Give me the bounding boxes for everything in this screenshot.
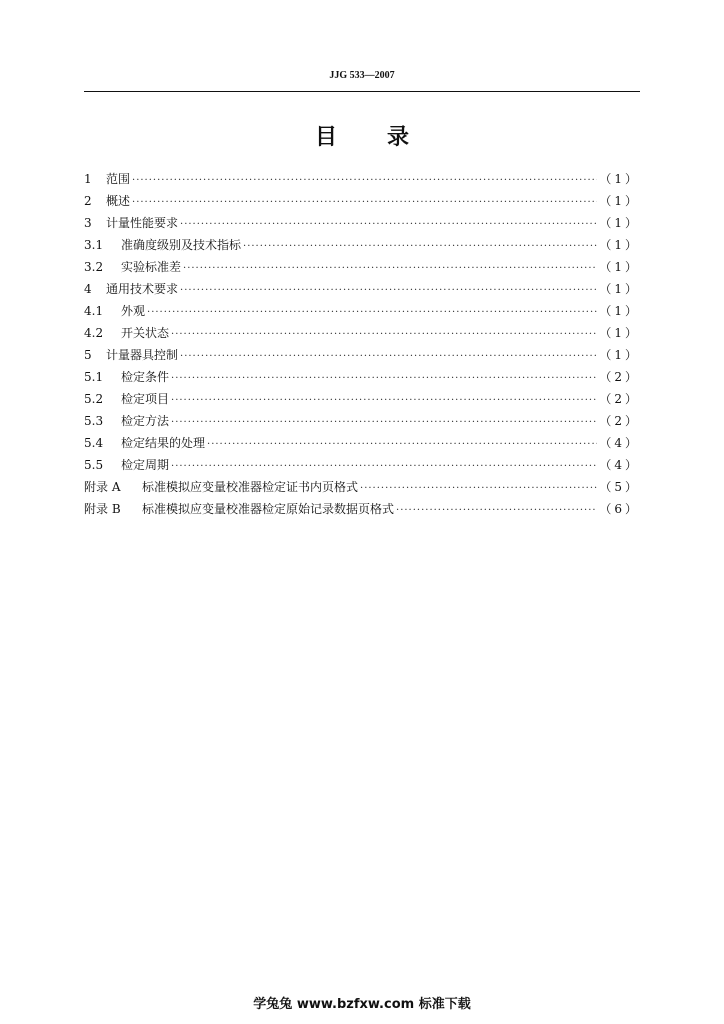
dot-leader: [180, 346, 597, 368]
dot-leader: [171, 390, 597, 412]
dot-leader: [180, 214, 597, 236]
toc-entry[interactable]: [84, 300, 640, 322]
toc-entry-title: 计量性能要求: [106, 216, 179, 230]
toc-entry-number: 5.4: [84, 436, 104, 450]
dot-leader: [132, 170, 597, 192]
toc-entry-number: 4.1: [84, 304, 104, 318]
dot-leader: [360, 478, 597, 500]
toc-entry-title: 检定方法: [121, 414, 170, 428]
dot-leader: [207, 434, 597, 456]
toc-entry-page: （4）: [599, 436, 640, 450]
toc-entry-number: 2: [84, 194, 92, 208]
toc-entry-title: 范围: [106, 172, 131, 186]
toc-entry-number: 5.1: [84, 370, 104, 384]
document-code-header: JJG 533—2007: [329, 70, 395, 81]
toc-entry[interactable]: [84, 278, 640, 300]
toc-entry-number: 1: [84, 172, 92, 186]
footer-watermark: 学兔兔 www.bzfxw.com 标准下载: [253, 997, 471, 1012]
toc-entry[interactable]: [84, 234, 640, 256]
toc-entry-page: （1）: [599, 326, 640, 340]
toc-entry-page: （1）: [599, 304, 640, 318]
toc-entry-title: 检定结果的处理: [121, 436, 206, 450]
toc-entry[interactable]: [84, 366, 640, 388]
dot-leader: [147, 302, 597, 324]
toc-entry-page: （6）: [599, 502, 640, 516]
toc-entry-title: 检定周期: [121, 458, 170, 472]
toc-entry-title: 外观: [121, 304, 146, 318]
toc-entry-title: 检定项目: [121, 392, 170, 406]
toc-entry-number: 3.2: [84, 260, 104, 274]
toc-entry[interactable]: [84, 168, 640, 190]
toc-entry-number: 4: [84, 282, 92, 296]
dot-leader: [243, 236, 597, 258]
toc-entry-number: 附录 B: [84, 502, 121, 516]
dot-leader: [180, 280, 597, 302]
toc-entry[interactable]: [84, 498, 640, 520]
toc-entry-title: 标准模拟应变量校准器检定证书内页格式: [142, 480, 359, 494]
toc-entry-title: 检定条件: [121, 370, 170, 384]
table-of-contents: [84, 168, 640, 520]
toc-entry-page: （1）: [599, 282, 640, 296]
page-title: 目录: [314, 125, 459, 150]
toc-entry-title: 概述: [106, 194, 131, 208]
dot-leader: [183, 258, 597, 280]
toc-entry[interactable]: [84, 212, 640, 234]
toc-entry[interactable]: [84, 454, 640, 476]
toc-entry-page: （1）: [599, 216, 640, 230]
toc-entry[interactable]: [84, 432, 640, 454]
header-rule: [84, 91, 640, 92]
toc-entry-page: （1）: [599, 172, 640, 186]
toc-entry-title: 通用技术要求: [106, 282, 179, 296]
toc-entry-number: 5: [84, 348, 92, 362]
toc-entry-title: 实验标准差: [121, 260, 182, 274]
toc-entry-title: 开关状态: [121, 326, 170, 340]
toc-entry-page: （2）: [599, 370, 640, 384]
toc-entry-page: （1）: [599, 260, 640, 274]
toc-entry-page: （1）: [599, 348, 640, 362]
toc-entry-number: 附录 A: [84, 480, 121, 494]
toc-entry[interactable]: [84, 388, 640, 410]
dot-leader: [171, 456, 597, 478]
toc-entry-page: （2）: [599, 392, 640, 406]
toc-entry-page: （4）: [599, 458, 640, 472]
toc-entry-page: （2）: [599, 414, 640, 428]
toc-entry-number: 5.5: [84, 458, 104, 472]
toc-entry[interactable]: [84, 256, 640, 278]
toc-entry-page: （5）: [599, 480, 640, 494]
toc-entry-page: （1）: [599, 194, 640, 208]
toc-entry[interactable]: [84, 410, 640, 432]
dot-leader: [171, 368, 597, 390]
toc-entry-number: 5.3: [84, 414, 104, 428]
toc-entry-page: （1）: [599, 238, 640, 252]
toc-entry-number: 5.2: [84, 392, 104, 406]
dot-leader: [171, 324, 597, 346]
toc-entry[interactable]: [84, 190, 640, 212]
toc-entry-title: 计量器具控制: [106, 348, 179, 362]
toc-entry-number: 3: [84, 216, 92, 230]
toc-entry-number: 3.1: [84, 238, 104, 252]
toc-entry-title: 标准模拟应变量校准器检定原始记录数据页格式: [142, 502, 395, 516]
dot-leader: [396, 500, 597, 522]
dot-leader: [132, 192, 597, 214]
toc-entry-number: 4.2: [84, 326, 104, 340]
toc-entry-title: 准确度级别及技术指标: [121, 238, 242, 252]
dot-leader: [171, 412, 597, 434]
toc-entry[interactable]: [84, 344, 640, 366]
toc-entry[interactable]: [84, 476, 640, 498]
toc-entry[interactable]: [84, 322, 640, 344]
